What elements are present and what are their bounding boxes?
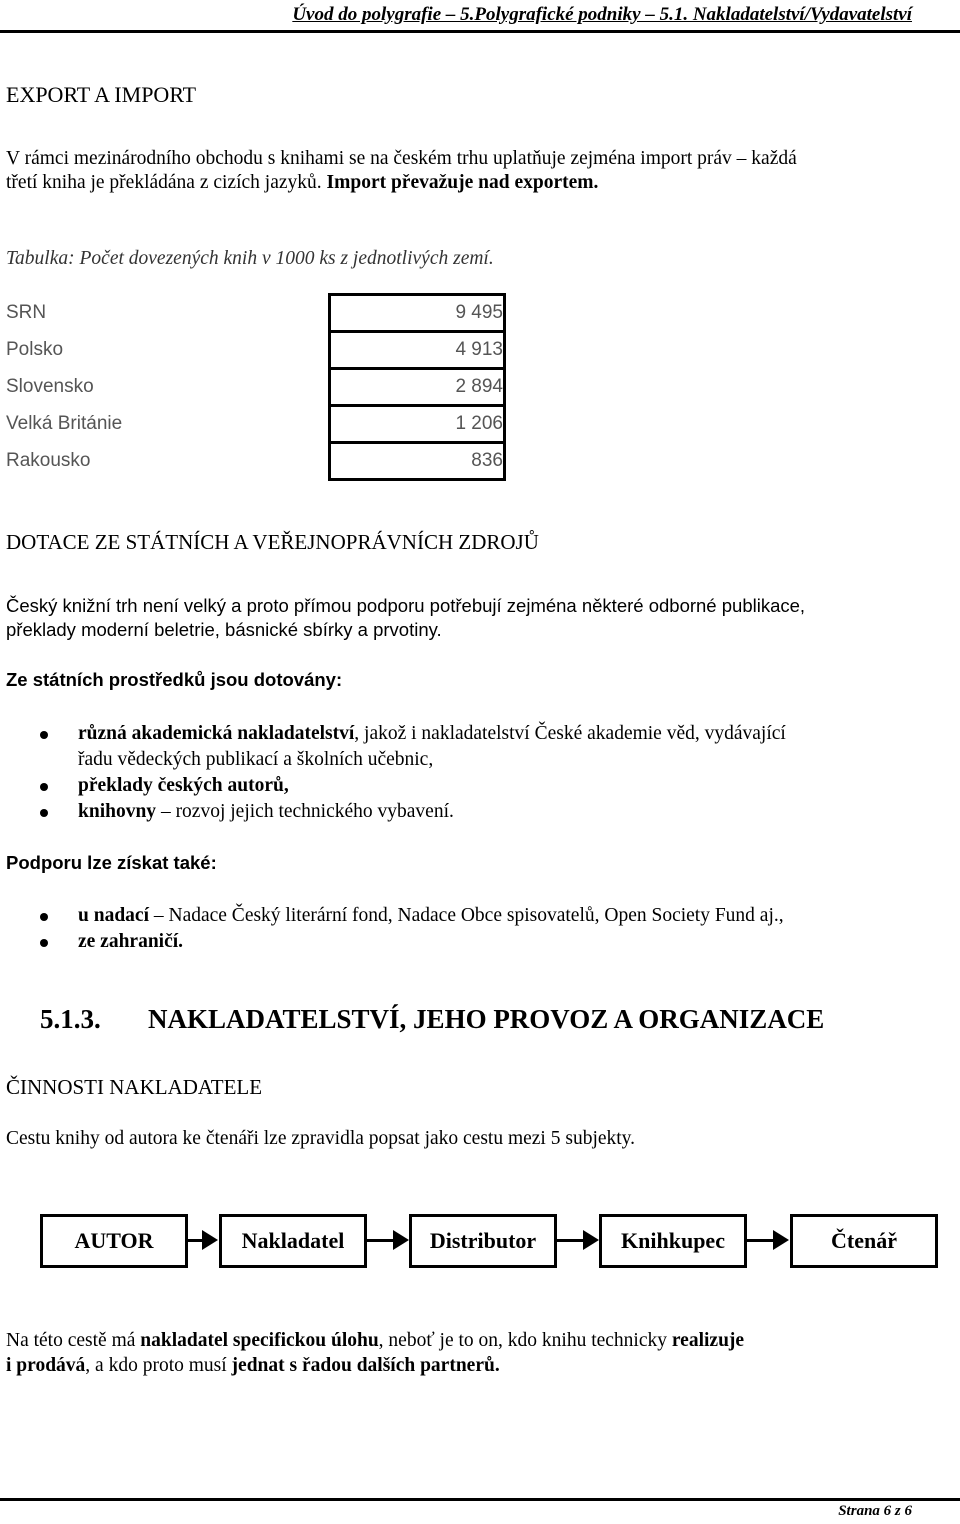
dotace-paragraph-line1: Český knižní trh není velký a proto přímou podporu potřebují zejména některé odborné publikace, [6,595,806,616]
bullet-icon [40,809,48,817]
closing-text: , neboť je to on, kdo knihu technicky [378,1330,672,1351]
footer-rule [0,1498,960,1501]
subheading-activities: ČINNOSTI NAKLADATELE [6,1075,263,1099]
list-item-text: – rozvoj jejich technického vybavení. [156,801,454,822]
bullet-icon [40,731,48,739]
list-item-bold: různá akademická nakladatelství [78,723,355,744]
import-table [0,293,506,481]
country-cell: Rakousko [0,443,330,480]
arrow-right-icon [583,1230,599,1250]
table-row [0,332,505,369]
list-item [0,721,786,747]
flow-arrow-line [747,1239,775,1242]
section-number: 5.1.3. [40,1004,101,1034]
closing-emphasis: jednat s řadou dalších partnerů. [231,1355,500,1376]
flow-box-distributor: Distributor [409,1214,557,1268]
list-item [0,929,784,955]
export-paragraph-emphasis: Import převažuje nad exportem. [326,172,599,193]
value-cell: 9 495 [330,295,505,332]
country-cell: Slovensko [0,369,330,406]
heading-export-import: EXPORT A IMPORT [6,82,197,107]
country-cell: Velká Británie [0,406,330,443]
value-cell: 836 [330,443,505,480]
flow-box-bookseller: Knihkupec [599,1214,747,1268]
flow-box-publisher: Nakladatel [219,1214,367,1268]
closing-paragraph-line2 [6,1354,500,1377]
page-number: Strana 6 z 6 [838,1503,912,1519]
arrow-right-icon [202,1230,218,1250]
closing-text: , a kdo proto musí [85,1355,232,1376]
value-cell: 1 206 [330,406,505,443]
export-paragraph-text: třetí kniha je překládána z cizích jazyků. [6,172,327,193]
table-caption: Tabulka: Počet dovezených knih v 1000 ks z jednotlivých zemí. [6,248,494,269]
section-title: NAKLADATELSTVÍ, JEHO PROVOZ A ORGANIZACE [148,1004,825,1034]
list-item-text: řadu vědeckých publikací a školních učebnic, [78,749,434,770]
list-item [0,903,784,929]
country-cell: Polsko [0,332,330,369]
subheading-state-funds: Ze státních prostředků jsou dotovány: [6,669,343,690]
bullet-icon [40,913,48,921]
page-header [0,0,960,36]
flow-arrow-line [367,1239,395,1242]
list-item [0,799,786,825]
bullet-icon [40,783,48,791]
dotace-paragraph-line2: překlady moderní beletrie, básnické sbírky a prvotiny. [6,619,442,640]
running-title: Úvod do polygrafie – 5.Polygrafické podniky – 5.1. Nakladatelství/Vydavatelství [292,4,912,25]
bullet-icon [40,939,48,947]
country-cell: SRN [0,295,330,332]
value-cell: 4 913 [330,332,505,369]
list-item-text: , jakož i nakladatelství České akademie věd, vydávající [354,723,786,744]
closing-paragraph-line1 [6,1329,744,1352]
table-row [0,443,505,480]
list-item-text: – Nadace Český literární fond, Nadace Obce spisovatelů, Open Society Fund aj., [148,905,784,926]
closing-emphasis: realizuje [671,1330,745,1351]
table-row [0,369,505,406]
list-item-bold: překlady českých autorů, [78,775,289,796]
flow-box-author: AUTOR [40,1214,188,1268]
flow-arrow-line [557,1239,585,1242]
list-item-bold: ze zahraničí. [78,931,184,952]
closing-emphasis: nakladatel specifickou úlohu [140,1330,379,1351]
export-paragraph-line1: V rámci mezinárodního obchodu s knihami se na českém trhu uplatňuje zejména import práv – každá [6,148,797,169]
value-cell: 2 894 [330,369,505,406]
subheading-other-support: Podporu lze získat také: [6,852,217,873]
list-item-bold: u nadací [78,905,149,926]
arrow-right-icon [393,1230,409,1250]
list-item-continuation [0,747,786,773]
intro-paragraph: Cestu knihy od autora ke čtenáři lze zpravidla popsat jako cestu mezi 5 subjekty. [6,1128,636,1149]
table-row [0,406,505,443]
heading-dotace: DOTACE ZE STÁTNÍCH A VEŘEJNOPRÁVNÍCH ZDROJŮ [6,530,539,554]
header-rule [0,30,960,33]
list-item-bold: knihovny [78,801,157,822]
export-paragraph-line2 [6,171,598,194]
table-row [0,295,505,332]
book-path-diagram [0,1214,960,1270]
closing-emphasis: i prodává [6,1355,86,1376]
list-item [0,773,786,799]
state-funds-list [0,721,786,825]
closing-text: Na této cestě má [6,1330,141,1351]
other-support-list [0,903,784,955]
flow-box-reader: Čtenář [790,1214,938,1268]
arrow-right-icon [773,1230,789,1250]
